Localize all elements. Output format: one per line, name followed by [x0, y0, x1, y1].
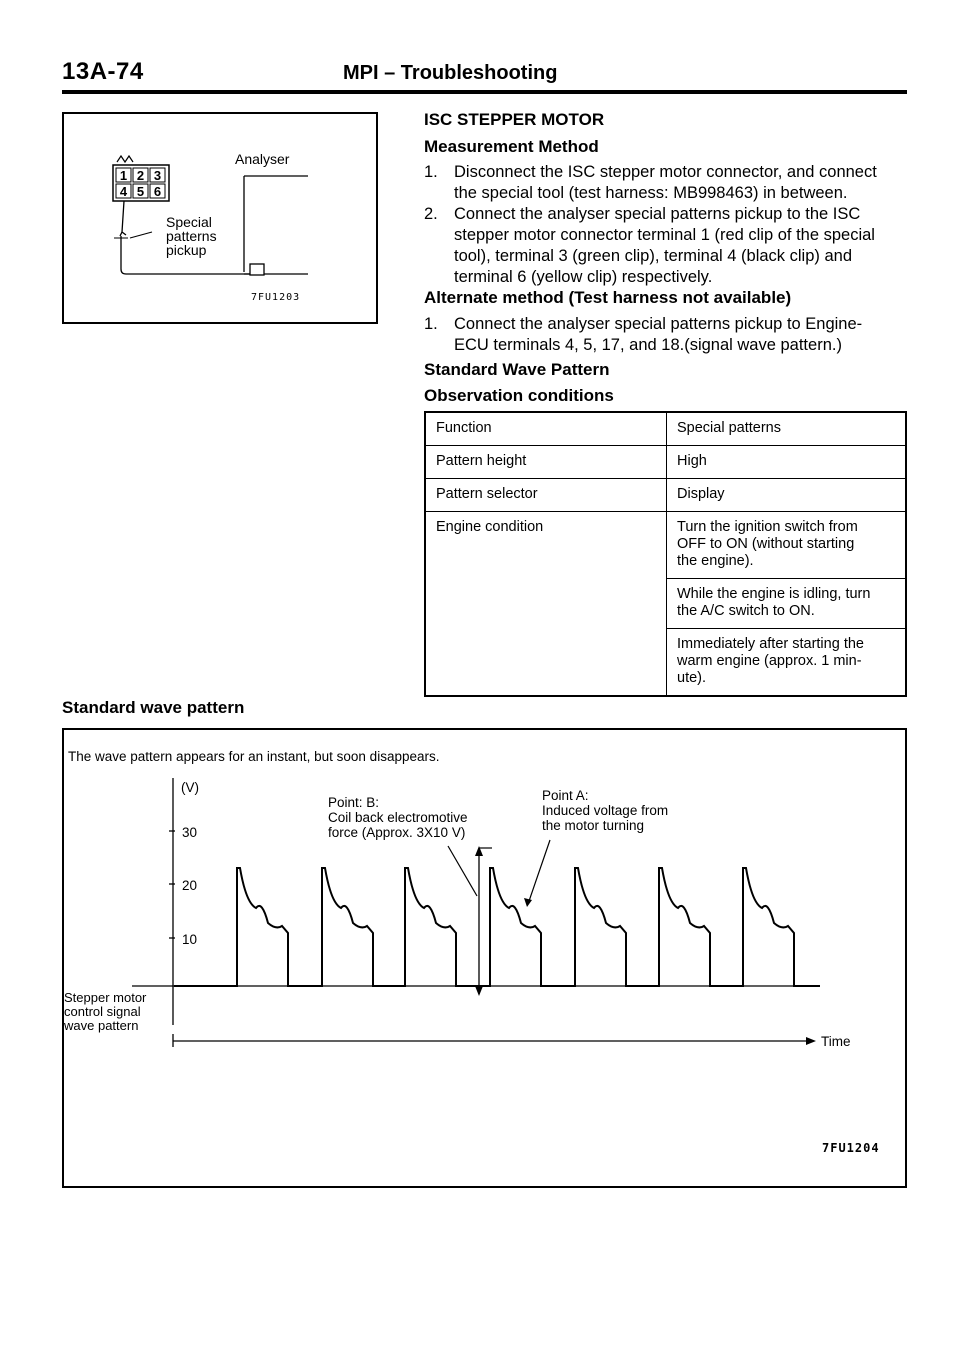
pickup-label: pickup [166, 242, 207, 258]
table-row [425, 412, 906, 446]
point-a-title: Point A: [542, 788, 589, 803]
point-b-line-2: Coil back electromotive [328, 810, 468, 825]
wave-note: The wave pattern appears for an instant, but soon disappears. [68, 749, 440, 764]
wave-pattern-diagram [62, 728, 907, 1188]
engine-condition-1-line-2: OFF to ON (without starting [677, 536, 855, 552]
voltage-unit: (V) [181, 780, 199, 795]
engine-condition-3-line-2: warm engine (approx. 1 min- [677, 653, 862, 669]
stepper-label-2: control signal [64, 1004, 141, 1019]
point-a-line-3: the motor turning [542, 818, 645, 833]
alternate-heading: Alternate method (Test harness not available) [424, 288, 792, 307]
stepper-label-1: Stepper motor [64, 990, 147, 1005]
table-label: Function [425, 412, 667, 446]
pin-3: 3 [153, 168, 162, 183]
special-label: Special [166, 214, 212, 230]
tick-10: 10 [182, 932, 198, 947]
engine-condition-3-line-3: ute). [677, 670, 707, 686]
step-2-line-2: stepper motor connector terminal 1 (red clip of the special [454, 226, 875, 244]
analyser-label: Analyser [235, 151, 290, 167]
page-number: 13A-74 [62, 58, 144, 85]
analyser-connection-diagram [64, 114, 376, 322]
step-2 [424, 204, 907, 288]
pin-4: 4 [119, 184, 128, 199]
alt-step-1 [424, 314, 907, 358]
table-row [425, 512, 906, 579]
measurement-heading: Measurement Method [424, 137, 599, 156]
table-label: Pattern height [425, 446, 667, 479]
point-b-title: Point: B: [328, 795, 380, 810]
tick-30: 30 [182, 825, 198, 840]
point-a-leader [528, 840, 550, 904]
alt-step-1-number: 1. [424, 315, 438, 333]
pin-5: 5 [136, 184, 145, 199]
step-1-line-1: Disconnect the ISC stepper motor connector, and connect [454, 163, 877, 181]
engine-condition-1-line-1: Turn the ignition switch from [677, 519, 858, 535]
step-1-line-2: the special tool (test harness: MB998463) in between. [454, 184, 848, 202]
engine-condition-3 [667, 629, 907, 697]
header-rule [62, 90, 907, 94]
observation-heading: Observation conditions [424, 386, 614, 405]
step-1-number: 1. [424, 163, 438, 181]
pin-1: 1 [119, 168, 128, 183]
main-title: ISC STEPPER MOTOR [424, 110, 605, 129]
engine-condition-1-line-3: the engine). [677, 553, 754, 569]
table-value: Special patterns [667, 412, 907, 446]
engine-condition-2 [667, 579, 907, 629]
time-arrow-icon [806, 1037, 816, 1045]
connector-pins [116, 168, 165, 199]
patterns-label: patterns [166, 228, 217, 244]
table-row [425, 446, 906, 479]
step-2-number: 2. [424, 205, 438, 223]
analyser-pickup-icon [250, 264, 264, 275]
point-b-line-3: force (Approx. 3X10 V) [328, 825, 466, 840]
stepper-waveform [174, 868, 820, 986]
engine-condition-2-line-1: While the engine is idling, turn [677, 586, 871, 602]
table-label: Pattern selector [425, 479, 667, 512]
engine-condition-1 [667, 512, 907, 579]
engine-condition-3-line-1: Immediately after starting the [677, 636, 864, 652]
tick-20: 20 [182, 878, 198, 893]
engine-condition-2-line-2: the A/C switch to ON. [677, 603, 815, 619]
standard-wave-pattern-label: Standard wave pattern [62, 698, 245, 717]
stepper-label-3: wave pattern [64, 1018, 139, 1033]
step-2-line-3: tool), terminal 3 (green clip), terminal 4 (black clip) and [454, 247, 852, 265]
time-label: Time [821, 1034, 851, 1049]
standard-wave-heading: Standard Wave Pattern [424, 360, 610, 379]
table-value: Display [667, 479, 907, 512]
table-row [425, 479, 906, 512]
figure-code-1: 7FU1203 [251, 292, 301, 303]
table-value: High [667, 446, 907, 479]
point-b-leader [448, 846, 477, 896]
pin-2: 2 [136, 168, 145, 183]
step-2-line-4: terminal 6 (yellow clip) respectively. [454, 268, 713, 286]
alt-step-1-line-2: ECU terminals 4, 5, 17, and 18.(signal wave pattern.) [454, 336, 842, 354]
point-a-line-2: Induced voltage from [542, 803, 669, 818]
step-2-line-1: Connect the analyser special patterns pickup to the ISC [454, 205, 861, 223]
figure-code-2: 7FU1204 [822, 1141, 880, 1155]
engine-condition-label: Engine condition [425, 512, 667, 697]
alt-step-1-line-1: Connect the analyser special patterns pickup to Engine- [454, 315, 863, 333]
analyser-connection-figure [62, 112, 378, 324]
pin-6: 6 [153, 184, 162, 199]
page-title: MPI – Troubleshooting [343, 62, 558, 84]
observation-table [424, 411, 907, 697]
